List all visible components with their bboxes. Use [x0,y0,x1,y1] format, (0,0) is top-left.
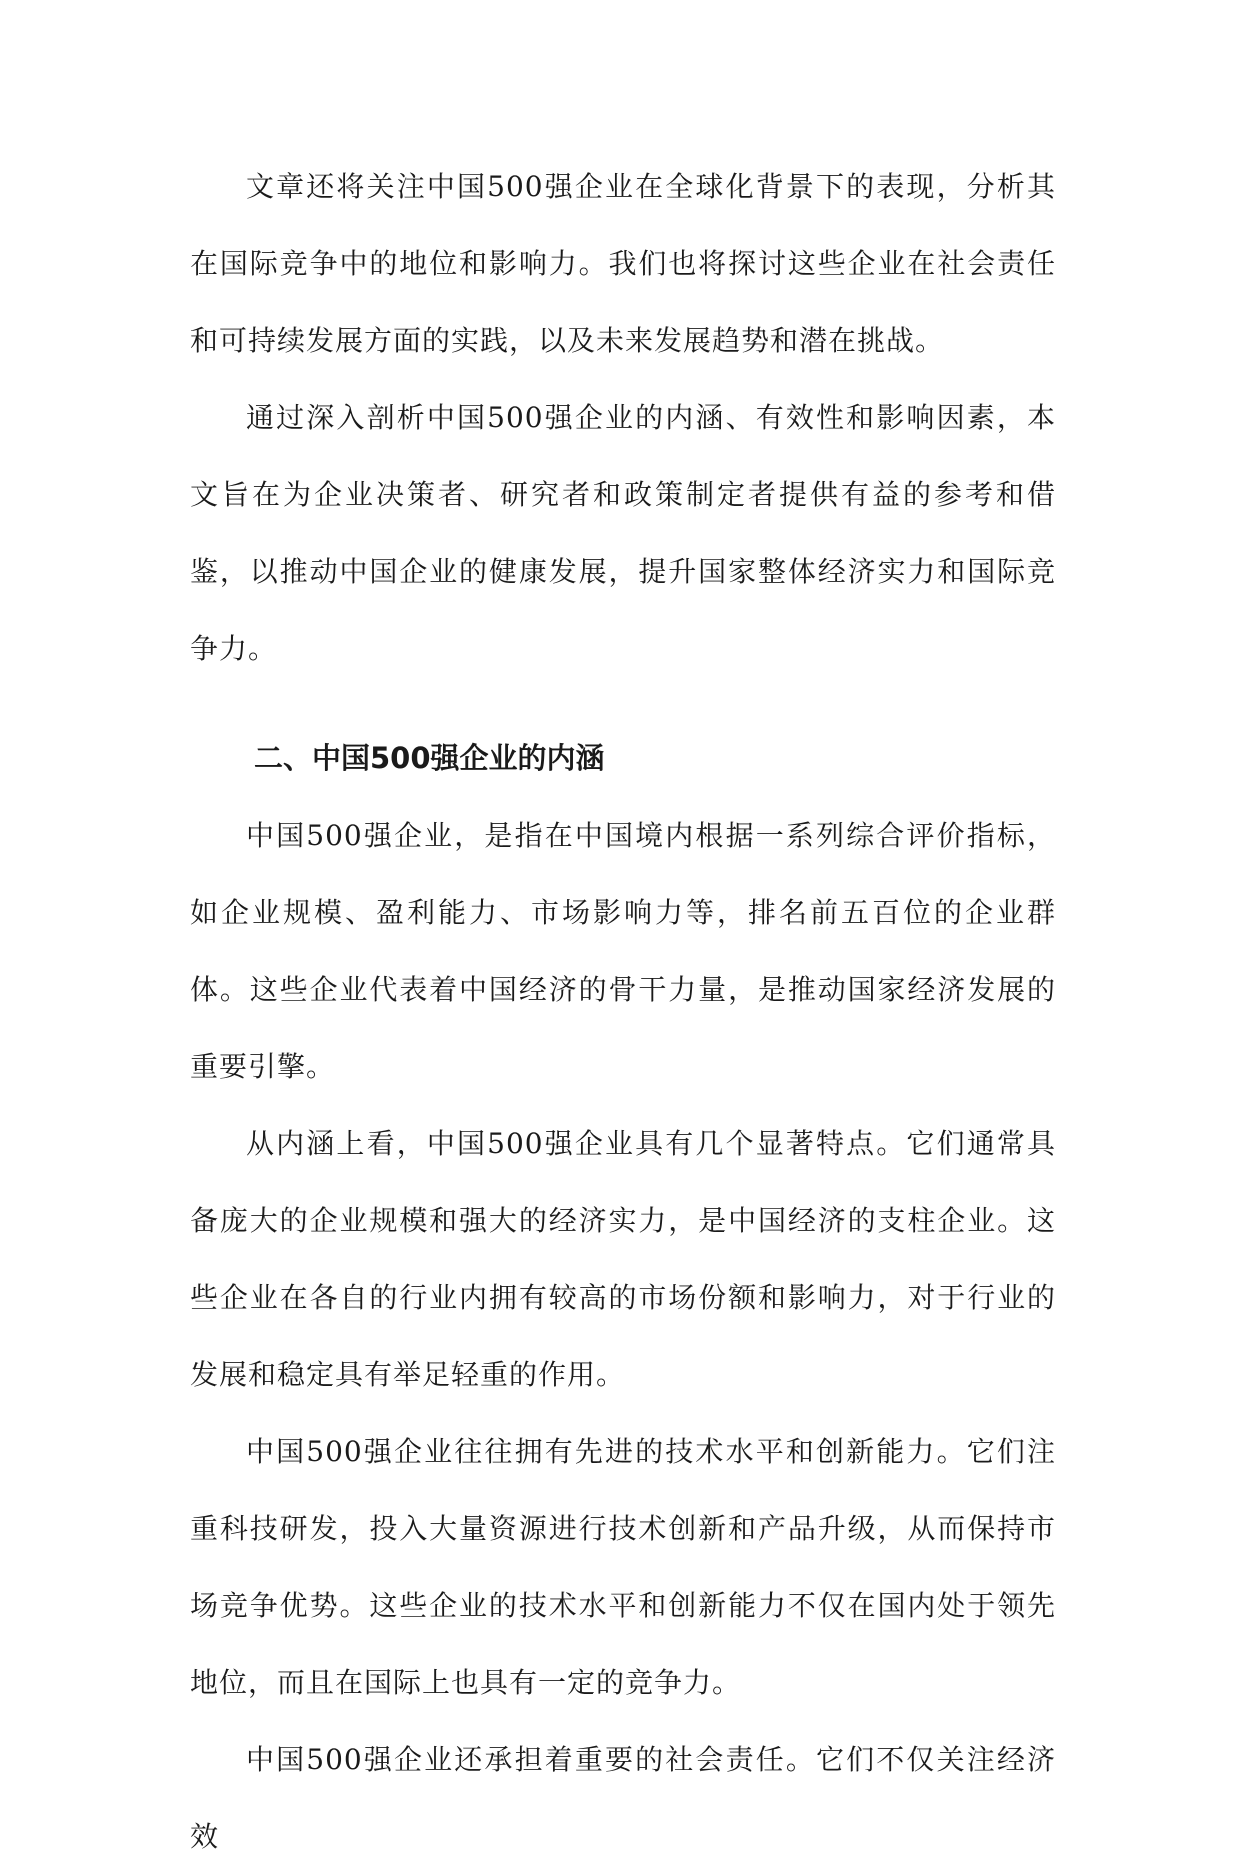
paragraph-intro-purpose: 通过深入剖析中国500强企业的内涵、有效性和影响因素，本文旨在为企业决策者、研究者和政策制定者提供有益的参考和借鉴，以推动中国企业的健康发展，提升国家整体经济实力和国际竞争力。 [190,401,1056,665]
paragraph-social-responsibility: 中国500强企业还承担着重要的社会责任。它们不仅关注经济效 [190,1743,1056,1853]
paragraph-scale-features: 从内涵上看，中国500强企业具有几个显著特点。它们通常具备庞大的企业规模和强大的经济实力，是中国经济的支柱企业。这些企业在各自的行业内拥有较高的市场份额和影响力，对于行业的发展和稳定具有举足轻重的作用。 [190,1127,1056,1391]
paragraph-definition: 中国500强企业，是指在中国境内根据一系列综合评价指标，如企业规模、盈利能力、市场影响力等，排名前五百位的企业群体。这些企业代表着中国经济的骨干力量，是推动国家经济发展的重要引擎。 [190,819,1056,1083]
paragraph-technology-innovation: 中国500强企业往往拥有先进的技术水平和创新能力。它们注重科技研发，投入大量资源进行技术创新和产品升级，从而保持市场竞争优势。这些企业的技术水平和创新能力不仅在国内处于领先地位，而且在国际上也具有一定的竞争力。 [190,1435,1056,1699]
section-heading: 二、中国500强企业的内涵 [254,741,605,775]
document-body [190,148,1056,1875]
paragraph-intro-globalization: 文章还将关注中国500强企业在全球化背景下的表现，分析其在国际竞争中的地位和影响力。我们也将探讨这些企业在社会责任和可持续发展方面的实践，以及未来发展趋势和潜在挑战。 [190,170,1056,357]
